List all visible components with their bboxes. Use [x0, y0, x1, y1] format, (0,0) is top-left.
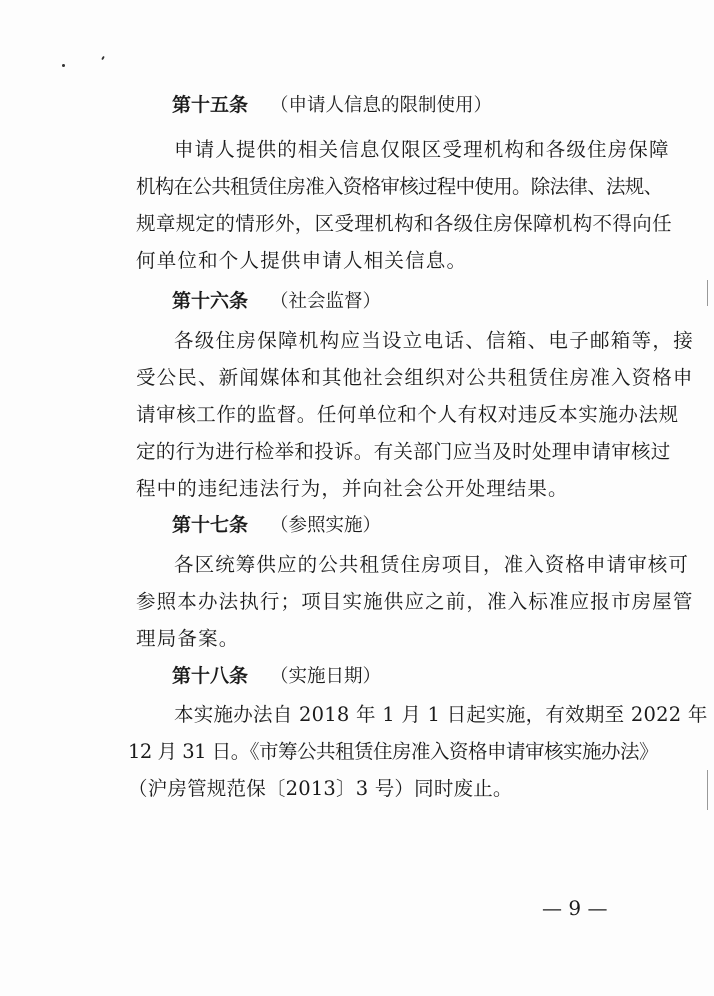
scan-edge-mark	[707, 770, 708, 810]
article-subtitle: （参照实施）	[270, 515, 382, 536]
article-subtitle: （申请人信息的限制使用）	[270, 95, 493, 116]
article-number: 第十八条	[172, 665, 249, 687]
paragraph-line: 规章规定的情形外，区受理机构和各级住房保障机构不得向任	[136, 212, 672, 235]
paragraph-line: 申请人提供的相关信息仅限区受理机构和各级住房保障	[174, 138, 670, 161]
paragraph-line: 请审核工作的监督。任何单位和个人有权对违反本实施办法规	[136, 403, 679, 426]
paragraph-line: 受公民、新闻媒体和其他社会组织对公共租赁住房准入资格申	[136, 366, 694, 389]
article-subtitle: （实施日期）	[270, 666, 382, 687]
paragraph-line: 程中的违纪违法行为，并向社会公开处理结果。	[136, 477, 569, 500]
paragraph-line: 参照本办法执行；项目实施供应之前，准入标准应报市房屋管	[136, 590, 694, 613]
article-heading	[172, 662, 381, 691]
article-number: 第十七条	[172, 514, 249, 536]
paragraph-line: （沪房管规范保〔2013〕3 号）同时废止。	[128, 777, 513, 800]
article-number: 第十五条	[172, 94, 249, 116]
article-heading	[172, 91, 492, 120]
article-number: 第十六条	[172, 290, 249, 312]
paragraph-line: 各区统筹供应的公共租赁住房项目，准入资格申请审核可	[174, 553, 690, 576]
paragraph-line: 定的行为进行检举和投诉。有关部门应当及时处理申请审核过	[136, 440, 671, 463]
paragraph-line: 何单位和个人提供申请人相关信息。	[136, 249, 468, 272]
paragraph-line: 理局备案。	[136, 627, 240, 650]
article-subtitle: （社会监督）	[270, 291, 382, 312]
paragraph-line: 本实施办法自 2018 年 1 月 1 日起实施，有效期至 2022 年	[174, 703, 708, 726]
article-heading	[172, 511, 381, 540]
page-number: — 9 —	[542, 896, 608, 920]
paragraph-line: 机构在公共租赁住房准入资格审核过程中使用。除法律、法规、	[136, 175, 663, 198]
paragraph-line: 各级住房保障机构应当设立电话、信箱、电子邮箱等，接	[174, 329, 695, 352]
article-heading	[172, 287, 381, 316]
scan-speck	[62, 64, 65, 67]
scan-edge-mark	[707, 280, 708, 306]
scan-speck	[101, 56, 105, 60]
paragraph-line: 12 月 31 日。《市筹公共租赁住房准入资格申请审核实施办法》	[128, 740, 658, 763]
